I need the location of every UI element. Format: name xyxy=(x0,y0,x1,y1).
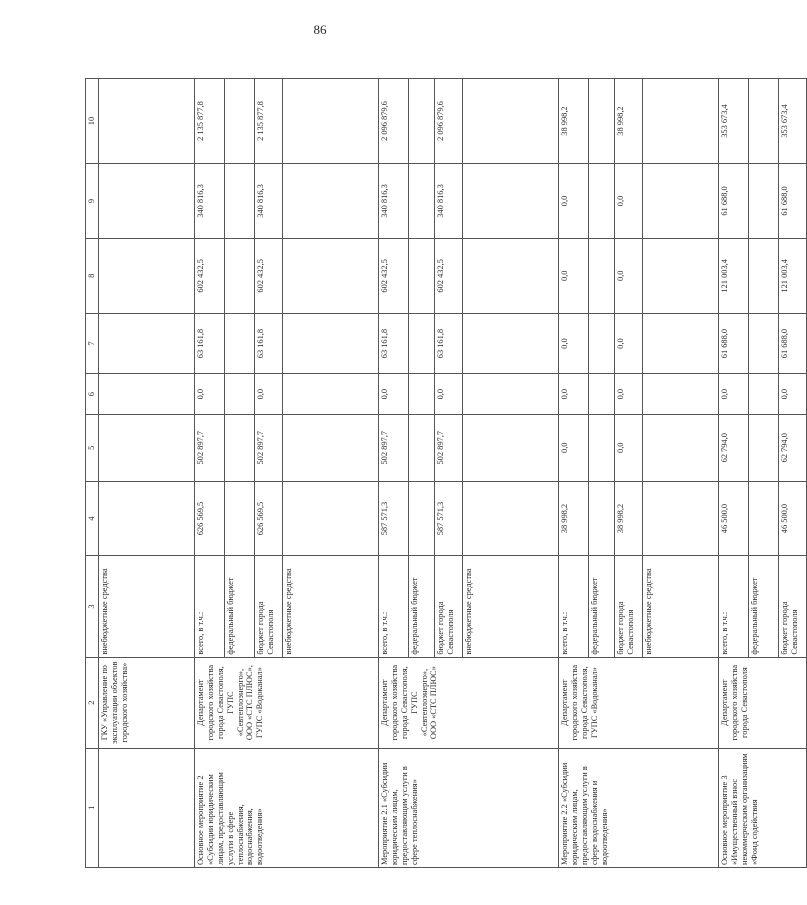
value-cell: 61 688,0 xyxy=(718,164,748,239)
value-cell: 121 003,4 xyxy=(778,238,806,313)
table-body xyxy=(86,79,807,868)
source-cell: всего, в т.ч.: xyxy=(194,556,224,657)
value-cell: 502 897,7 xyxy=(434,414,462,481)
value-cell: 340 816,3 xyxy=(254,164,282,239)
value-cell xyxy=(642,79,718,164)
value-cell: 0,0 xyxy=(434,374,462,414)
value-cell xyxy=(588,164,614,239)
activity-cell: Основное мероприятие 3 «Имущественный взнос некоммерческим организациям «Фонд содействия xyxy=(718,748,806,867)
value-cell xyxy=(224,79,254,164)
value-cell: 626 569,5 xyxy=(194,481,224,556)
value-cell: 0,0 xyxy=(558,238,588,313)
value-cell: 61 688,0 xyxy=(778,313,806,374)
header-cell: 5 xyxy=(86,414,99,481)
value-cell: 587 571,3 xyxy=(434,481,462,556)
source-cell: всего, в т.ч.: xyxy=(718,556,748,657)
value-cell: 602 432,5 xyxy=(434,238,462,313)
value-cell: 63 161,8 xyxy=(254,313,282,374)
value-cell xyxy=(282,313,378,374)
page-number: 86 xyxy=(313,22,327,37)
executor-cell: Департамент городского хозяйства города Севастополя, ГУПС «Севтеплоэнерго», ООО «СТС ПЛЮС», ГУПС «Водоканал» xyxy=(194,657,378,748)
budget-table xyxy=(85,78,807,868)
value-cell: 502 897,7 xyxy=(254,414,282,481)
value-cell xyxy=(462,414,558,481)
header-cell: 9 xyxy=(86,164,99,239)
value-cell: 2 096 879,6 xyxy=(378,79,408,164)
table-row xyxy=(718,79,748,868)
value-cell: 62 794,0 xyxy=(778,414,806,481)
source-cell: федеральный бюджет xyxy=(408,556,434,657)
value-cell xyxy=(462,481,558,556)
table-row xyxy=(378,79,408,868)
value-cell: 62 794,0 xyxy=(718,414,748,481)
value-cell xyxy=(748,79,778,164)
value-cell xyxy=(98,313,194,374)
value-cell: 2 096 879,6 xyxy=(434,79,462,164)
source-cell: внебюджетные средства xyxy=(462,556,558,657)
value-cell xyxy=(748,313,778,374)
value-cell xyxy=(642,481,718,556)
value-cell xyxy=(462,79,558,164)
value-cell: 63 161,8 xyxy=(194,313,224,374)
value-cell xyxy=(408,481,434,556)
value-cell xyxy=(98,414,194,481)
value-cell: 340 816,3 xyxy=(434,164,462,239)
activity-cell: Мероприятие 2.2 «Субсидии юридическим лицам, предоставляющим услуги в сфере водоснабжения и водоотведения» xyxy=(558,748,718,867)
value-cell: 0,0 xyxy=(614,414,642,481)
value-cell: 0,0 xyxy=(558,164,588,239)
value-cell: 0,0 xyxy=(614,374,642,414)
value-cell xyxy=(282,414,378,481)
value-cell: 0,0 xyxy=(718,374,748,414)
header-cell: 3 xyxy=(86,556,99,657)
value-cell: 2 135 877,8 xyxy=(254,79,282,164)
value-cell: 61 688,0 xyxy=(778,164,806,239)
executor-cell: Департамент городского хозяйства города Севастополя, ГУПС «Водоканал» xyxy=(558,657,718,748)
header-cell: 10 xyxy=(86,79,99,164)
value-cell: 38 998,2 xyxy=(558,481,588,556)
source-cell: внебюджетные средства xyxy=(282,556,378,657)
value-cell xyxy=(462,374,558,414)
value-cell xyxy=(408,79,434,164)
source-cell: внебюджетные средства xyxy=(642,556,718,657)
value-cell xyxy=(224,481,254,556)
source-cell: бюджет города Севастополя xyxy=(254,556,282,657)
value-cell xyxy=(98,79,194,164)
value-cell xyxy=(224,414,254,481)
value-cell xyxy=(748,481,778,556)
value-cell xyxy=(588,481,614,556)
value-cell xyxy=(748,374,778,414)
value-cell: 626 569,5 xyxy=(254,481,282,556)
value-cell xyxy=(408,414,434,481)
value-cell xyxy=(408,313,434,374)
executor-cell: Департамент городского хозяйства города Севастополя, ГУПС «Севтеплоэнерго», ООО «СТС ПЛЮС» xyxy=(378,657,558,748)
header-cell: 8 xyxy=(86,238,99,313)
source-cell: бюджет города Севастополя xyxy=(614,556,642,657)
executor-cell: ГКУ «Управление по эксплуатации объектов городского хозяйства» xyxy=(98,657,194,748)
value-cell: 0,0 xyxy=(558,313,588,374)
header-cell: 7 xyxy=(86,313,99,374)
value-cell xyxy=(282,238,378,313)
value-cell xyxy=(588,414,614,481)
value-cell xyxy=(224,313,254,374)
value-cell: 502 897,7 xyxy=(378,414,408,481)
value-cell xyxy=(588,79,614,164)
value-cell xyxy=(642,164,718,239)
executor-cell: Департамент городского хозяйства города Севастополя xyxy=(718,657,806,748)
value-cell: 61 688,0 xyxy=(718,313,748,374)
value-cell xyxy=(98,374,194,414)
activity-cell: Мероприятие 2.1 «Субсидии юридическим лицам, предоставляющим услуги в сфере теплоснабжения» xyxy=(378,748,558,867)
value-cell xyxy=(408,238,434,313)
value-cell xyxy=(224,374,254,414)
table-row xyxy=(558,79,588,868)
value-cell xyxy=(642,374,718,414)
value-cell: 38 998,2 xyxy=(614,481,642,556)
value-cell: 0,0 xyxy=(194,374,224,414)
activity-cell xyxy=(98,748,194,867)
rotated-table-container xyxy=(85,78,799,868)
value-cell xyxy=(282,481,378,556)
source-cell: федеральный бюджет xyxy=(748,556,778,657)
value-cell xyxy=(98,238,194,313)
source-cell: всего, в т.ч.: xyxy=(378,556,408,657)
table-row xyxy=(194,79,224,868)
value-cell: 0,0 xyxy=(558,414,588,481)
value-cell: 0,0 xyxy=(614,164,642,239)
header-row xyxy=(86,79,99,868)
header-cell: 2 xyxy=(86,657,99,748)
value-cell: 602 432,5 xyxy=(254,238,282,313)
source-cell: федеральный бюджет xyxy=(224,556,254,657)
value-cell: 587 571,3 xyxy=(378,481,408,556)
value-cell: 0,0 xyxy=(254,374,282,414)
value-cell xyxy=(224,164,254,239)
value-cell xyxy=(642,414,718,481)
top-block-row xyxy=(98,79,194,868)
value-cell xyxy=(748,414,778,481)
value-cell xyxy=(588,374,614,414)
source-cell: всего, в т.ч.: xyxy=(558,556,588,657)
value-cell: 46 500,0 xyxy=(778,481,806,556)
value-cell xyxy=(642,313,718,374)
value-cell xyxy=(462,164,558,239)
value-cell: 121 003,4 xyxy=(718,238,748,313)
header-cell: 4 xyxy=(86,481,99,556)
value-cell: 502 897,7 xyxy=(194,414,224,481)
value-cell: 602 432,5 xyxy=(194,238,224,313)
activity-cell: Основное мероприятие 2 «Субсидии юридическим лицам, предоставляющим услуги в сфере теплоснабжения, водоснабжения, водоотведения» xyxy=(194,748,378,867)
source-cell: федеральный бюджет xyxy=(588,556,614,657)
header-cell: 6 xyxy=(86,374,99,414)
value-cell: 63 161,8 xyxy=(378,313,408,374)
source-cell: бюджет города Севастополя xyxy=(778,556,806,657)
value-cell xyxy=(462,313,558,374)
value-cell: 63 161,8 xyxy=(434,313,462,374)
value-cell xyxy=(748,164,778,239)
value-cell: 340 816,3 xyxy=(378,164,408,239)
header-cell: 1 xyxy=(86,748,99,867)
value-cell xyxy=(98,481,194,556)
value-cell: 340 816,3 xyxy=(194,164,224,239)
value-cell xyxy=(282,374,378,414)
value-cell: 0,0 xyxy=(614,313,642,374)
value-cell xyxy=(98,164,194,239)
value-cell: 0,0 xyxy=(558,374,588,414)
value-cell xyxy=(224,238,254,313)
value-cell xyxy=(408,374,434,414)
value-cell xyxy=(462,238,558,313)
value-cell: 602 432,5 xyxy=(378,238,408,313)
value-cell: 46 500,0 xyxy=(718,481,748,556)
value-cell: 0,0 xyxy=(778,374,806,414)
value-cell: 2 135 877,8 xyxy=(194,79,224,164)
value-cell: 38 998,2 xyxy=(614,79,642,164)
value-cell xyxy=(588,238,614,313)
value-cell: 0,0 xyxy=(378,374,408,414)
value-cell xyxy=(282,79,378,164)
value-cell xyxy=(642,238,718,313)
value-cell: 38 998,2 xyxy=(558,79,588,164)
value-cell: 353 673,4 xyxy=(718,79,748,164)
value-cell xyxy=(588,313,614,374)
source-cell: внебюджетные средства xyxy=(98,556,194,657)
value-cell xyxy=(408,164,434,239)
value-cell xyxy=(282,164,378,239)
value-cell: 353 673,4 xyxy=(778,79,806,164)
value-cell: 0,0 xyxy=(614,238,642,313)
value-cell xyxy=(748,238,778,313)
source-cell: бюджет города Севастополя xyxy=(434,556,462,657)
